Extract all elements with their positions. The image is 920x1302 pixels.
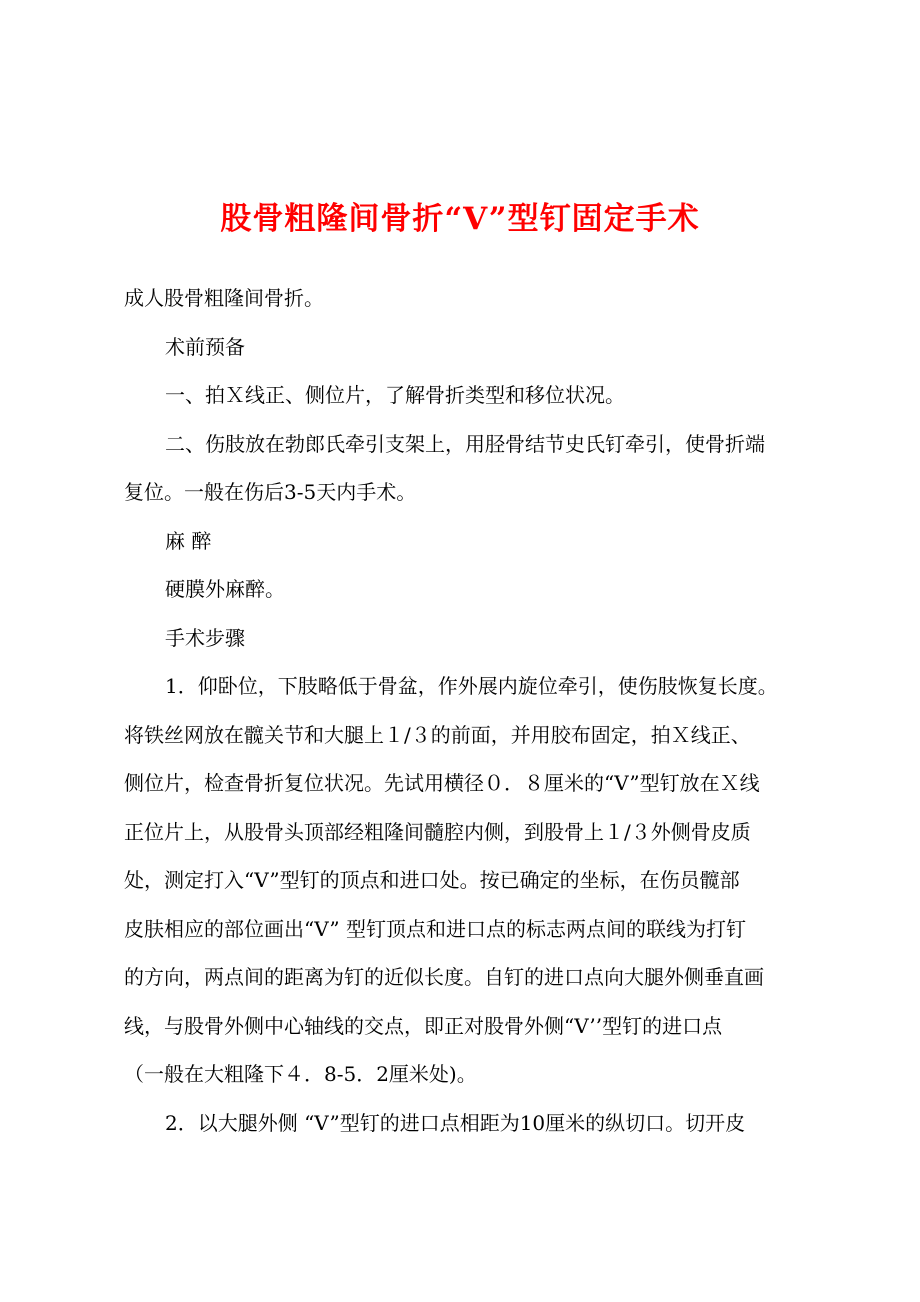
body-line: 皮肤相应的部位画出“V” 型钉顶点和进口点的标志两点间的联线为打钉 (124, 916, 746, 941)
body-line: 处，测定打入“V”型钉的顶点和进口处。按已确定的坐标，在伤员髋部 (124, 868, 740, 892)
body-line: 复位。一般在伤后3-5天内手术。 (124, 480, 417, 504)
body-line: 麻 醉 (165, 528, 212, 553)
body-line: 的方向，两点间的距离为钉的近似长度。自钉的进口点向大腿外侧垂直画 (124, 965, 764, 989)
body-line: 1．仰卧位，下肢略低于骨盆，作外展内旋位牵引，使伤肢恢复长度。 (165, 674, 778, 698)
body-line: 硬膜外麻醉。 (165, 577, 285, 601)
document-body (124, 274, 808, 1147)
body-line: 术前预备 (165, 334, 245, 359)
body-line: 侧位片，检查骨折复位状况。先试用横径０．８厘米的“V”型钉放在Ｘ线 (124, 771, 760, 795)
body-line: 2．以大腿外侧 “V”型钉的进口点相距为10厘米的纵切口。切开皮 (165, 1110, 746, 1135)
body-line: 一、拍Ｘ线正、侧位片，了解骨折类型和移位状况。 (165, 383, 625, 407)
body-line: 成人股骨粗隆间骨折。 (124, 286, 324, 310)
body-line: 正位片上，从股骨头顶部经粗隆间髓腔内侧，到股骨上１/３外侧骨皮质 (124, 819, 751, 844)
body-line: 将铁丝网放在髋关节和大腿上１/３的前面，并用胶布固定，拍Ｘ线正、 (124, 722, 751, 747)
body-line: 线，与股骨外侧中心轴线的交点，即正对股骨外侧“V’’型钉的进口点 (124, 1013, 723, 1038)
body-line: 手术步骤 (165, 625, 245, 650)
body-line: 二、伤肢放在勃郎氏牵引支架上，用胫骨结节史氏钉牵引，使骨折端 (165, 431, 765, 456)
document-title: 股骨粗隆间骨折“V”型钉固定手术 (220, 201, 700, 237)
body-line: （一般在大粗隆下４．8-5．2厘米处)。 (124, 1062, 477, 1086)
